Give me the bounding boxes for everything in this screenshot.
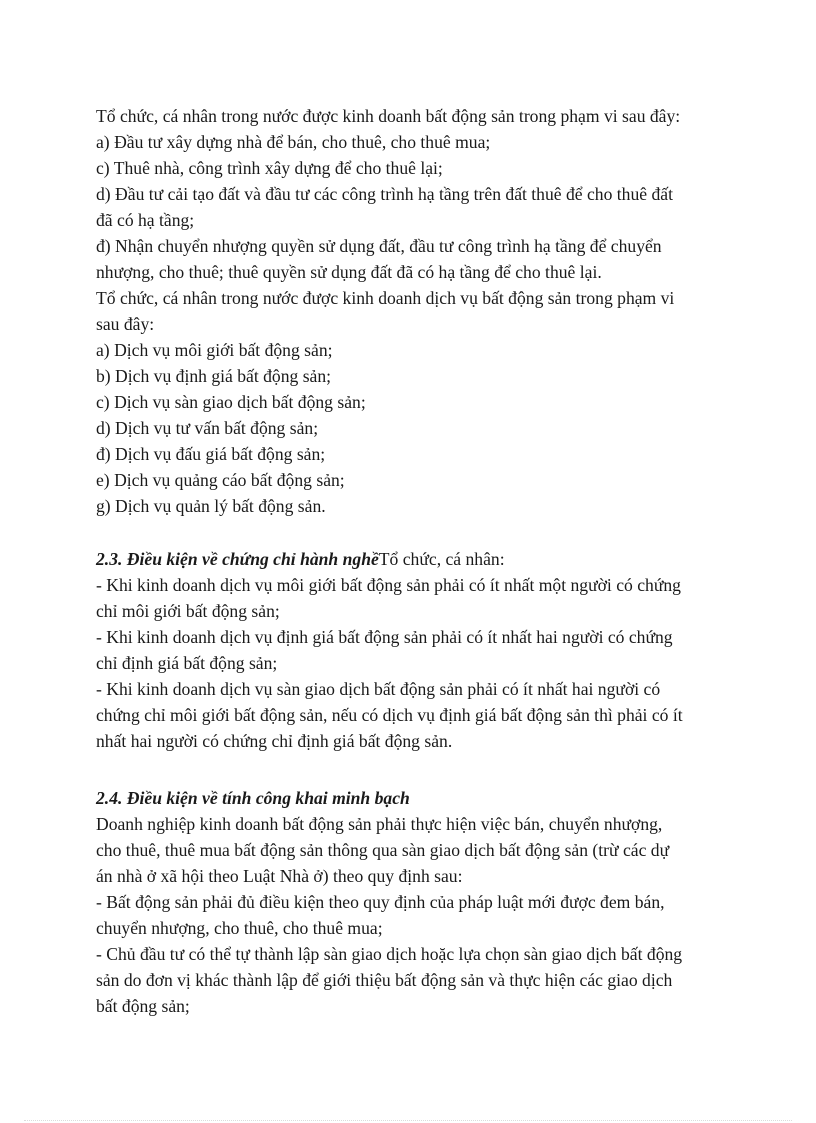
paragraph-line: cho thuê, thuê mua bất động sản thông qua sàn giao dịch bất động sản (trừ các dự bbox=[96, 840, 670, 860]
list-item: đ) Nhận chuyển nhượng quyền sử dụng đất, đầu tư công trình hạ tầng để chuyển bbox=[96, 236, 662, 256]
paragraph-line: chứng chỉ môi giới bất động sản, nếu có dịch vụ định giá bất động sản thì phải có ít bbox=[96, 705, 683, 725]
section-heading-2-4: 2.4. Điều kiện về tính công khai minh bạch bbox=[96, 788, 410, 808]
paragraph-line: - Bất động sản phải đủ điều kiện theo quy định của pháp luật mới được đem bán, bbox=[96, 892, 665, 912]
paragraph-line: sản do đơn vị khác thành lập để giới thiệu bất động sản và thực hiện các giao dịch bbox=[96, 970, 673, 990]
list-item: d) Đầu tư cải tạo đất và đầu tư các công trình hạ tầng trên đất thuê để cho thuê đất bbox=[96, 184, 673, 204]
list-item: a) Dịch vụ môi giới bất động sản; bbox=[96, 340, 333, 360]
heading-text: 2.3. Điều kiện về chứng chỉ hành nghề bbox=[96, 549, 379, 569]
paragraph-services-intro: sau đây: bbox=[96, 314, 155, 334]
list-item: đã có hạ tầng; bbox=[96, 210, 195, 230]
list-item: c) Dịch vụ sàn giao dịch bất động sản; bbox=[96, 392, 366, 412]
paragraph-line: án nhà ở xã hội theo Luật Nhà ở) theo quy định sau: bbox=[96, 866, 463, 886]
paragraph-intro: Tổ chức, cá nhân trong nước được kinh doanh bất động sản trong phạm vi sau đây: bbox=[96, 106, 681, 126]
paragraph-line: chỉ định giá bất động sản; bbox=[96, 653, 278, 673]
list-item: g) Dịch vụ quản lý bất động sản. bbox=[96, 496, 326, 516]
paragraph-line: Doanh nghiệp kinh doanh bất động sản phải thực hiện việc bán, chuyển nhượng, bbox=[96, 814, 663, 834]
paragraph-line: bất động sản; bbox=[96, 996, 190, 1016]
paragraph-line: nhất hai người có chứng chỉ định giá bất động sản. bbox=[96, 731, 453, 751]
paragraph-line: - Khi kinh doanh dịch vụ sàn giao dịch bất động sản phải có ít nhất hai người có bbox=[96, 679, 661, 699]
list-item: c) Thuê nhà, công trình xây dựng để cho thuê lại; bbox=[96, 158, 443, 178]
list-item: b) Dịch vụ định giá bất động sản; bbox=[96, 366, 332, 386]
list-item: đ) Dịch vụ đấu giá bất động sản; bbox=[96, 444, 326, 464]
page-bottom-divider bbox=[24, 1120, 792, 1121]
list-item: d) Dịch vụ tư vấn bất động sản; bbox=[96, 418, 319, 438]
list-item: nhượng, cho thuê; thuê quyền sử dụng đất đã có hạ tầng để cho thuê lại. bbox=[96, 262, 602, 282]
list-item: a) Đầu tư xây dựng nhà để bán, cho thuê, cho thuê mua; bbox=[96, 132, 491, 152]
paragraph-line: chuyển nhượng, cho thuê, cho thuê mua; bbox=[96, 918, 383, 938]
paragraph-line: chỉ môi giới bất động sản; bbox=[96, 601, 280, 621]
list-item: e) Dịch vụ quảng cáo bất động sản; bbox=[96, 470, 345, 490]
paragraph-line: - Khi kinh doanh dịch vụ định giá bất động sản phải có ít nhất hai người có chứng bbox=[96, 627, 673, 647]
paragraph-line: - Chủ đầu tư có thể tự thành lập sàn giao dịch hoặc lựa chọn sàn giao dịch bất động bbox=[96, 944, 683, 964]
paragraph-line: - Khi kinh doanh dịch vụ môi giới bất động sản phải có ít nhất một người có chứng bbox=[96, 575, 681, 595]
heading-rest: Tổ chức, cá nhân: bbox=[378, 549, 505, 569]
section-heading-2-3 bbox=[96, 546, 505, 572]
paragraph-services-intro: Tổ chức, cá nhân trong nước được kinh doanh dịch vụ bất động sản trong phạm vi bbox=[96, 288, 675, 308]
